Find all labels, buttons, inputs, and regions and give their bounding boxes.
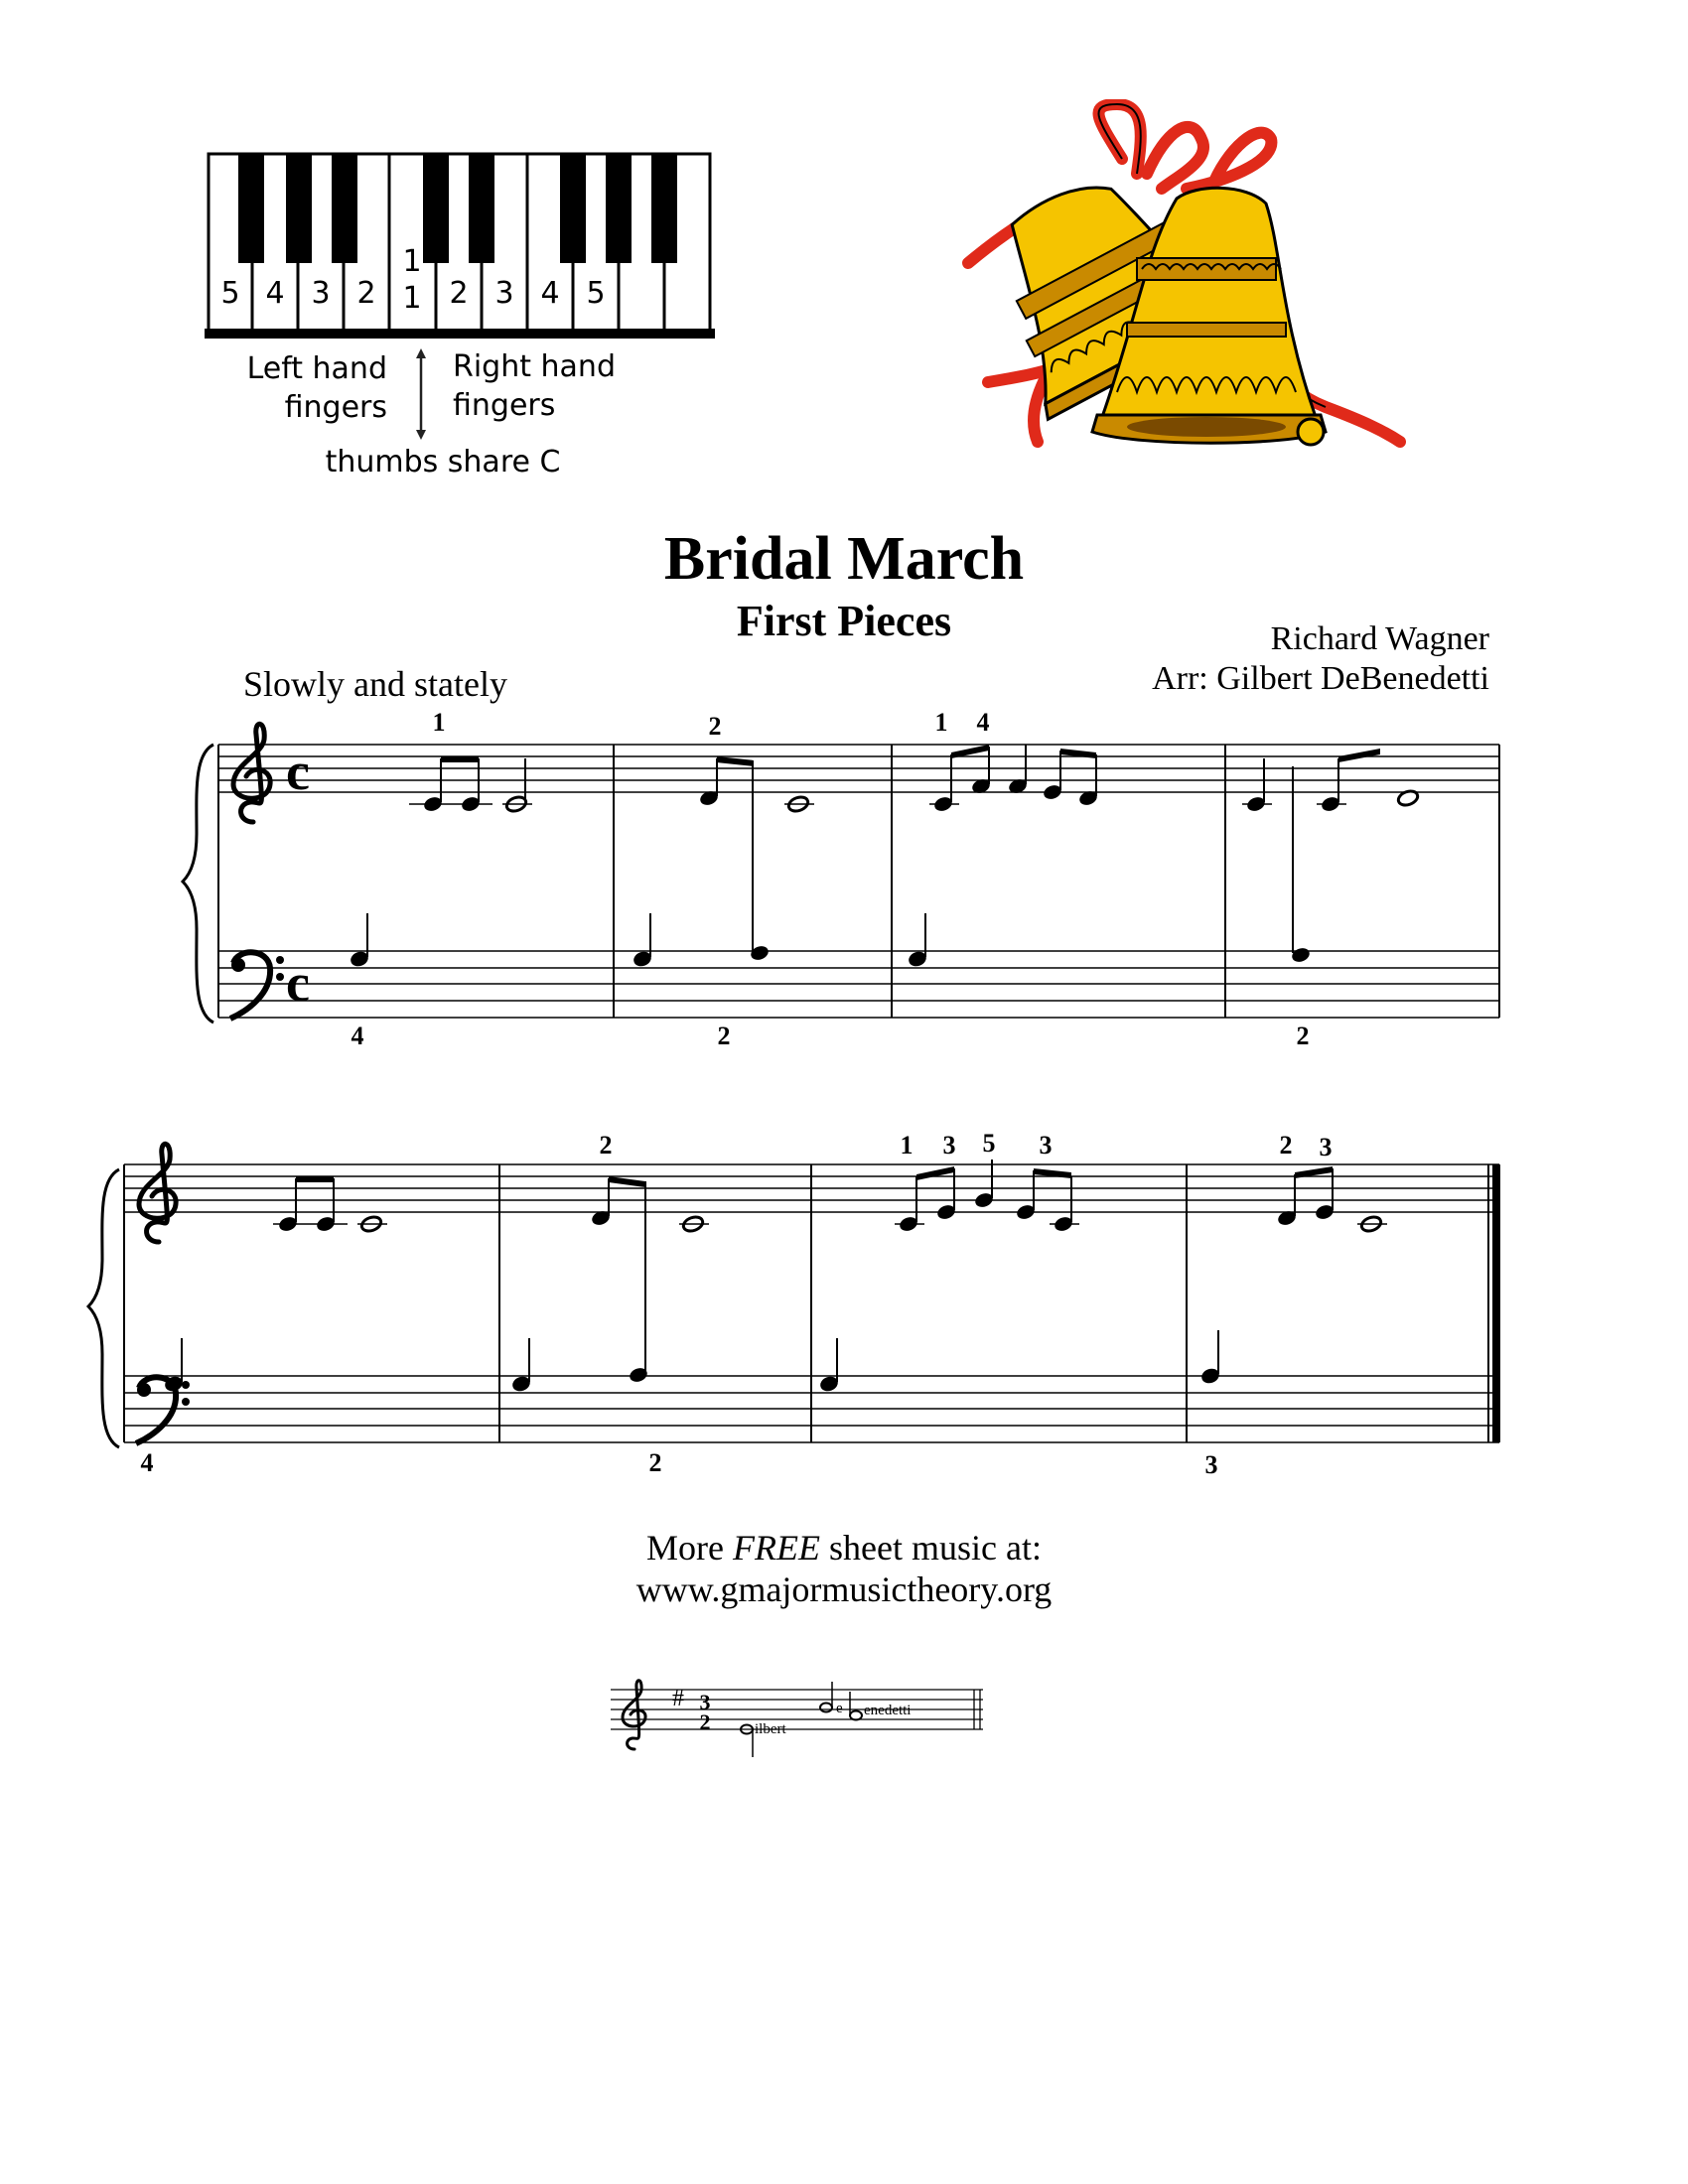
measure-3-treble-notes: [929, 745, 1099, 813]
fingering-7: 3: [942, 1131, 956, 1160]
measure-6-treble-notes: [590, 1176, 709, 1384]
right-finger-3: 3: [494, 276, 514, 311]
arranger-name: Arr: Gilbert DeBenedetti: [1152, 660, 1489, 697]
right-finger-2: 2: [449, 276, 469, 311]
fingering-2: 2: [708, 712, 722, 741]
logo-time-bottom: 2: [699, 1709, 711, 1734]
treble-clef-icon: [233, 724, 270, 822]
composer-name: Richard Wagner: [1270, 620, 1489, 657]
fingering-5: 2: [599, 1131, 613, 1160]
double-arrow-icon: [416, 348, 426, 440]
bass-fingering-6: 3: [1204, 1450, 1218, 1479]
thumbs-share-label: thumbs share C: [325, 445, 561, 479]
bass-staff: [218, 951, 1499, 1018]
key-signature-sharp: #: [672, 1686, 684, 1711]
logo-note-b: [850, 1692, 862, 1720]
left-finger-2: 2: [356, 276, 376, 311]
footer-text-after: sheet music at:: [820, 1528, 1042, 1568]
measure-5-treble-notes: [273, 1176, 387, 1234]
logo-last-e: e: [836, 1701, 843, 1716]
thumb-top: 1: [402, 244, 422, 279]
right-finger-5: 5: [586, 276, 606, 311]
thumb-bottom: 1: [402, 281, 422, 316]
treble-clef-icon-2: [139, 1144, 176, 1242]
music-system-2: [84, 1120, 1514, 1517]
measure-6-bass-notes: [510, 1338, 532, 1394]
fingering-10: 2: [1279, 1131, 1293, 1160]
measure-1-bass-notes: [349, 913, 370, 969]
music-system-1: [179, 695, 1509, 1092]
measure-2-treble-notes: [698, 756, 814, 962]
grand-staff-brace: [183, 745, 213, 1023]
fingering-4: 4: [976, 708, 990, 737]
keyboard-diagram: [199, 144, 755, 481]
fingering-6: 1: [900, 1131, 914, 1160]
keyboard-base: [205, 329, 715, 339]
bass-fingering-3: 2: [1296, 1022, 1310, 1050]
bass-fingering-5: 2: [648, 1448, 662, 1477]
bass-clef-icon: [230, 952, 284, 1019]
footer-promo-line: [0, 1527, 1688, 1569]
grand-staff-brace-2: [88, 1169, 119, 1447]
footer-free-emphasis: FREE: [733, 1528, 820, 1568]
measure-7-treble-notes: [895, 1160, 1079, 1233]
measure-1-treble-notes: [409, 756, 532, 814]
bass-fingering-1: 4: [351, 1022, 364, 1050]
measure-3-bass-notes: [907, 913, 928, 969]
logo-note-d: [820, 1682, 832, 1712]
wedding-bells-illustration: [948, 99, 1425, 491]
footer-text-before: More: [646, 1528, 734, 1568]
bass-fingering-4: 4: [140, 1448, 154, 1477]
measure-2-bass-notes: [632, 913, 653, 969]
final-barline: [1492, 1164, 1500, 1442]
treble-clef-small-icon: [623, 1681, 645, 1749]
fingering-11: 3: [1319, 1133, 1333, 1161]
logo-time-top: 3: [699, 1690, 711, 1714]
bass-fingering-2: 2: [717, 1022, 731, 1050]
left-finger-5: 5: [220, 276, 240, 311]
left-finger-4: 4: [265, 276, 285, 311]
barlines-2: [499, 1164, 1488, 1442]
left-finger-3: 3: [311, 276, 331, 311]
measure-7-bass-notes: [818, 1338, 840, 1394]
fingering-3: 1: [934, 708, 948, 737]
left-fingers-label: fingers: [284, 390, 387, 425]
page-subtitle: First Pieces: [736, 597, 952, 645]
fingering-1: 1: [432, 708, 446, 737]
right-hand-label: Right hand: [453, 349, 616, 384]
tempo-marking: Slowly and stately: [243, 664, 507, 704]
bass-time-signature: c: [286, 953, 310, 1013]
measure-5-bass-notes: [163, 1338, 185, 1394]
right-fingers-label: fingers: [453, 388, 556, 423]
right-finger-4: 4: [540, 276, 560, 311]
page-title: Bridal March: [663, 525, 1025, 593]
left-hand-label: Left hand: [246, 351, 387, 386]
treble-staff: [218, 745, 1499, 792]
logo-first-rest: ilbert: [755, 1721, 786, 1737]
logo-last-rest: enedetti: [864, 1703, 912, 1718]
fingering-8: 5: [982, 1129, 996, 1158]
barlines: [614, 745, 1499, 1018]
arranger-signature-logo: [611, 1668, 988, 1777]
footer-website-link[interactable]: www.gmajormusictheory.org: [635, 1570, 1053, 1609]
fingering-9: 3: [1039, 1131, 1053, 1160]
measure-8-bass-notes: [1199, 1330, 1221, 1386]
bass-clef-icon-2: [136, 1377, 190, 1443]
treble-time-signature: c: [286, 742, 310, 801]
